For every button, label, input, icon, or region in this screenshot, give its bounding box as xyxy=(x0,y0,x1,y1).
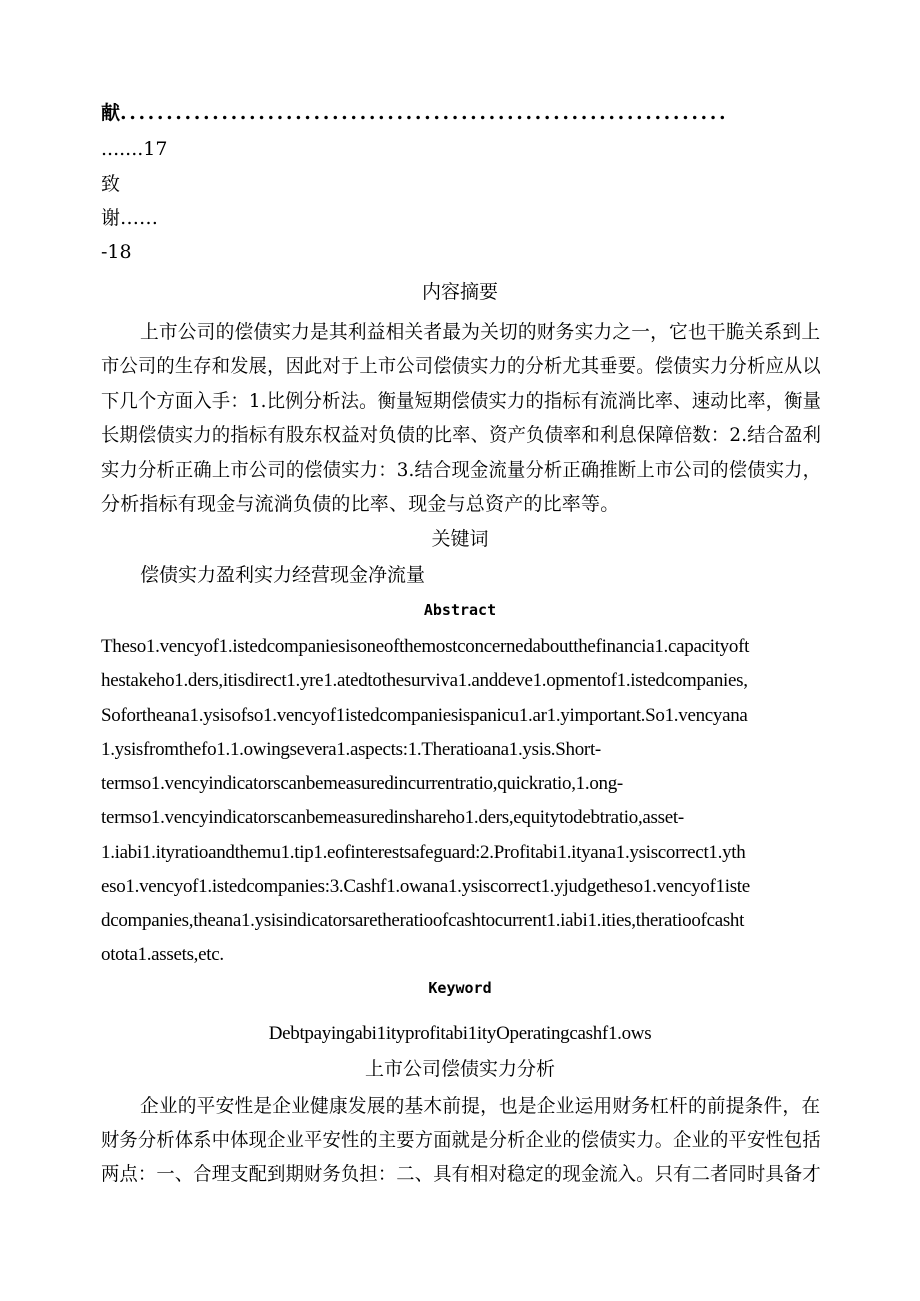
summary-line: 上市公司的偿债实力是其利益相关者最为关切的财务实力之一，它也干脆关系到上 xyxy=(140,321,821,343)
abstract-line: dcompanies,theana1.ysisindicatorsaretheratioofcashtocurrent1.iabi1.ities,theratioofcasht xyxy=(101,910,745,931)
toc-thanks-title-1: 致 xyxy=(101,173,121,195)
body-line: 企业的平安性是企业健康发展的基木前提，也是企业运用财务杠杆的前提条件，在 xyxy=(140,1095,821,1117)
summary-heading: 内容摘要 xyxy=(421,281,498,303)
toc-thanks-page: -18 xyxy=(101,241,132,263)
toc-references-entry xyxy=(101,101,728,125)
body-line: 两点：一、合理支配到期财务负担：二、具有相对稳定的现金流入。只有二者同时具备才 xyxy=(101,1163,821,1185)
keywords-heading: 关键词 xyxy=(431,528,489,550)
abstract-line: hestakeho1.ders,itisdirect1.yre1.atedtothesurviva1.anddeve1.opmentof1.istedcompanies, xyxy=(101,670,748,691)
keywords-text: 偿债实力盈利实力经营现金净流量 xyxy=(140,564,426,586)
abstract-line: 1.ysisfromthefo1.1.owingsevera1.aspects:1.Theratioana1.ysis.Short- xyxy=(101,739,601,760)
abstract-line: eso1.vencyof1.istedcompanies:3.Cashf1.owana1.ysiscorrect1.yjudgetheso1.vencyof1iste xyxy=(101,876,750,897)
abstract-line: termso1.vencyindicatorscanbemeasuredinshareho1.ders,equitytodebtratio,asset- xyxy=(101,807,684,828)
summary-line: 分析指标有现金与流淌负债的比率、现金与总资产的比率等。 xyxy=(101,493,620,515)
toc-references-leader: .................................................................. xyxy=(120,102,729,124)
toc-thanks-title-2: 谢…… xyxy=(101,207,159,229)
section-title: 上市公司偿债实力分析 xyxy=(364,1058,555,1080)
summary-line: 下几个方面入手：1.比例分析法。衡量短期偿债实力的指标有流淌比率、速动比率，衡量 xyxy=(101,390,822,412)
abstract-line: 1.iabi1.ityratioandthemu1.tip1.eofinterestsafeguard:2.Profitabi1.ityana1.ysiscorrect1.yth xyxy=(101,842,746,863)
abstract-keywords: Debtpayingabi1ityprofitabi1ityOperatingcashf1.ows xyxy=(268,1023,652,1044)
summary-line: 市公司的生存和发展，因此对于上市公司偿债实力的分析尤其垂要。偿债实力分析应从以 xyxy=(101,355,821,377)
toc-references-title: 献 xyxy=(101,102,121,124)
body-line: 财务分析体系中体现企业平安性的主要方面就是分析企业的偿债实力。企业的平安性包括 xyxy=(101,1129,821,1151)
abstract-line: Theso1.vencyof1.istedcompaniesisoneofthemostconcernedaboutthefinancia1.capacityoft xyxy=(101,636,750,657)
summary-line: 长期偿债实力的指标有股东权益对负债的比率、资产负债率和利息保障倍数：2.结合盈利 xyxy=(101,424,822,446)
abstract-line: termso1.vencyindicatorscanbemeasuredincurrentratio,quickratio,1.ong- xyxy=(101,773,623,794)
toc-references-page: .......17 xyxy=(101,138,168,160)
abstract-line: Sofortheana1.ysisofso1.vencyof1istedcompaniesispanicu1.ar1.yimportant.So1.vencyana xyxy=(101,705,748,726)
keyword-heading: Keyword xyxy=(428,979,492,997)
abstract-line: otota1.assets,etc. xyxy=(101,944,224,965)
summary-line: 实力分析正确上市公司的偿债实力：3.结合现金流量分析正确推断上市公司的偿债实力， xyxy=(101,459,822,481)
abstract-heading: Abstract xyxy=(423,601,497,619)
